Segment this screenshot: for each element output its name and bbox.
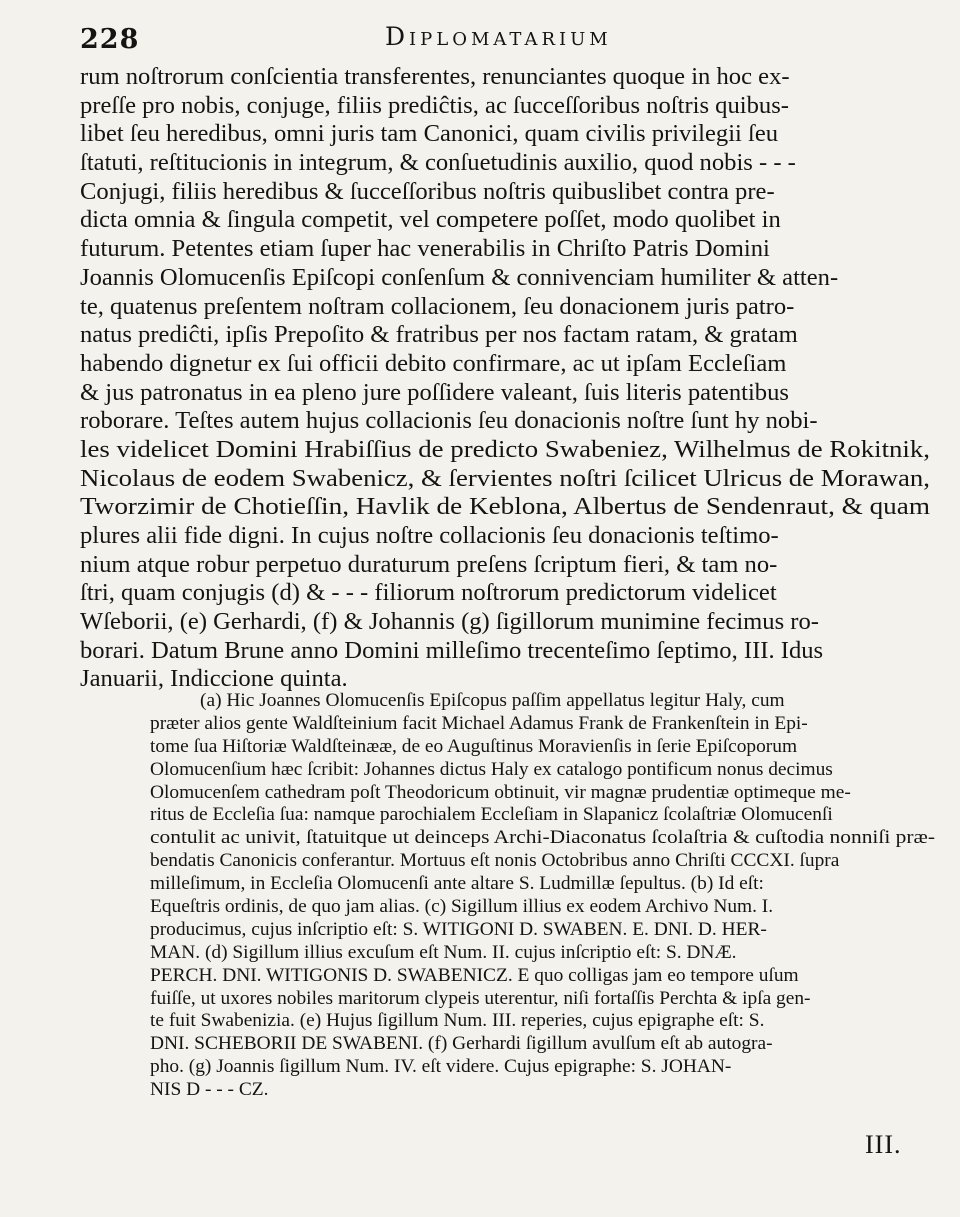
footnote-line: MAN. (d) Sigillum illius excuſum eſt Num. II. cujus inſcriptio eſt: S. DNÆ. xyxy=(150,941,737,963)
running-title: Diplomatarium xyxy=(385,22,612,51)
main-text-line: natus prediĉti, ipſis Prepoſito & fratribus per nos factam ratam, & gratam xyxy=(80,321,798,349)
main-text-line: futurum. Petentes etiam ſuper hac venerabilis in Chriſto Patris Domini xyxy=(80,235,770,263)
footnote-line: PERCH. DNI. WITIGONIS D. SWABENICZ. E quo colligas jam eo tempore uſum xyxy=(150,964,799,986)
main-text-line: libet ſeu heredibus, omni juris tam Canonici, quam civilis privilegii ſeu xyxy=(80,120,779,148)
main-text-line: habendo dignetur ex ſui officii debito confirmare, ac ut ipſam Eccleſiam xyxy=(80,349,787,377)
footnote-line: Olomucenſem cathedram poſt Theodoricum obtinuit, vir magnæ prudentiæ optimeque me- xyxy=(150,781,851,803)
main-text-line: rum noſtrorum conſcientia transferentes, renunciantes quoque in hoc ex- xyxy=(80,63,790,90)
footnote-line: fuiſſe, ut uxores nobiles maritorum clypeis uterentur, niſi fortaſſis Perchta & ipſa gen- xyxy=(150,987,811,1009)
footnote-line: ritus de Eccleſia ſua: namque parochialem Eccleſiam in Slapanicz ſcolaſtriæ Olomucenſi xyxy=(150,804,833,826)
main-text-line: & jus patronatus in ea pleno jure poſſidere valeant, ſuis literis patentibus xyxy=(80,378,789,406)
main-text-line: ſtri, quam conjugis (d) & - - - filiorum noſtrorum predictorum videlicet xyxy=(80,579,777,607)
footnote-line: Olomucenſium hæc ſcribit: Johannes dictus Haly ex catalogo pontificum nonus decimus xyxy=(150,758,833,780)
footnote-line: contulit ac univit, ſtatuitque ut deinceps Archi-Diaconatus ſcolaſtria & cuſtodia nonniſi præ- xyxy=(150,827,935,849)
main-text-line: ſtatuti, reſtitucionis in integrum, & conſuetudinis auxilio, quod nobis - - - xyxy=(80,149,796,177)
main-text-line: Joannis Olomucenſis Epiſcopi conſenſum & connivenciam humiliter & atten- xyxy=(80,263,839,291)
footnote-line: pho. (g) Joannis ſigillum Num. IV. eſt videre. Cujus epigraphe: S. JOHAN- xyxy=(150,1056,732,1078)
footnote-line: (a) Hic Joannes Olomucenſis Epiſcopus paſſim appellatus legitur Haly, cum xyxy=(200,690,785,711)
main-text-line: les videlicet Domini Hrabiſſius de predicto Swabeniez, Wilhelmus de Rokitnik, xyxy=(80,435,931,463)
footnote-line: Equeſtris ordinis, de quo jam alias. (c) Sigillum illius ex eodem Archivo Num. I. xyxy=(150,896,774,918)
footnote-line: te fuit Swabenizia. (e) Hujus ſigillum Num. III. reperies, cujus epigraphe eſt: S. xyxy=(150,1010,765,1032)
main-text-line: Nicolaus de eodem Swabenicz, & ſervientes noſtri ſcilicet Ulricus de Morawan, xyxy=(80,464,930,492)
main-text-block xyxy=(80,63,930,694)
main-text-line: plures alii fide digni. In cujus noſtre collacionis ſeu donacionis teſtimo- xyxy=(80,522,779,549)
main-text-line: Wſeborii, (e) Gerhardi, (f) & Johannis (g) ſigillorum munimine fecimus ro- xyxy=(80,608,819,636)
footnote-line: NIS D - - - CZ. xyxy=(150,1079,269,1101)
main-text-line: nium atque robur perpetuo duraturum preſens ſcriptum fieri, & tam no- xyxy=(80,550,778,578)
main-text-line: te, quatenus preſentem noſtram collacionem, ſeu donacionem juris patro- xyxy=(80,292,795,320)
main-text-line: Tworzimir de Chotieſſin, Havlik de Keblona, Albertus de Sendenraut, & quam xyxy=(80,493,930,521)
footnote-line: producimus, cujus inſcriptio eſt: S. WITIGONI D. SWABEN. E. DNI. D. HER- xyxy=(150,918,767,940)
main-text-line: preſſe pro nobis, conjuge, filiis prediĉtis, ac ſucceſſoribus noſtris quibus- xyxy=(80,91,789,119)
main-text-line: borari. Datum Brune anno Domini milleſimo trecenteſimo ſeptimo, III. Idus xyxy=(80,636,824,664)
footnote-line: milleſimum, in Eccleſia Olomucenſi ante altare S. Ludmillæ ſepultus. (b) Id eſt: xyxy=(150,873,764,895)
footnote-line: tome ſua Hiſtoriæ Waldſteinææ, de eo Auguſtinus Moravienſis in ſerie Epiſcoporum xyxy=(150,735,798,757)
catchword: III. xyxy=(865,1130,902,1159)
main-text-line: roborare. Teſtes autem hujus collacionis ſeu donacionis noſtre ſunt hy nobi- xyxy=(80,407,818,435)
footnotes-block xyxy=(150,690,935,1102)
main-text-line: dicta omnia & ſingula competit, vel competere poſſet, modo quolibet in xyxy=(80,206,781,234)
page-number: 228 xyxy=(80,24,140,55)
footnote-line: DNI. SCHEBORII DE SWABENI. (f) Gerhardi ſigillum avulſum eſt ab autogra- xyxy=(150,1033,773,1055)
main-text-line: Januarii, Indiccione quinta. xyxy=(80,665,348,693)
footnote-line: bendatis Canonicis conferantur. Mortuus eſt nonis Octobribus anno Chriſti CCCXI. ſupra xyxy=(150,850,840,872)
main-text-line: Conjugi, filiis heredibus & ſucceſſoribus noſtris quibuslibet contra pre- xyxy=(80,177,775,205)
footnote-line: præter alios gente Waldſteinium facit Michael Adamus Frank de Frankenſtein in Epi- xyxy=(150,712,808,734)
